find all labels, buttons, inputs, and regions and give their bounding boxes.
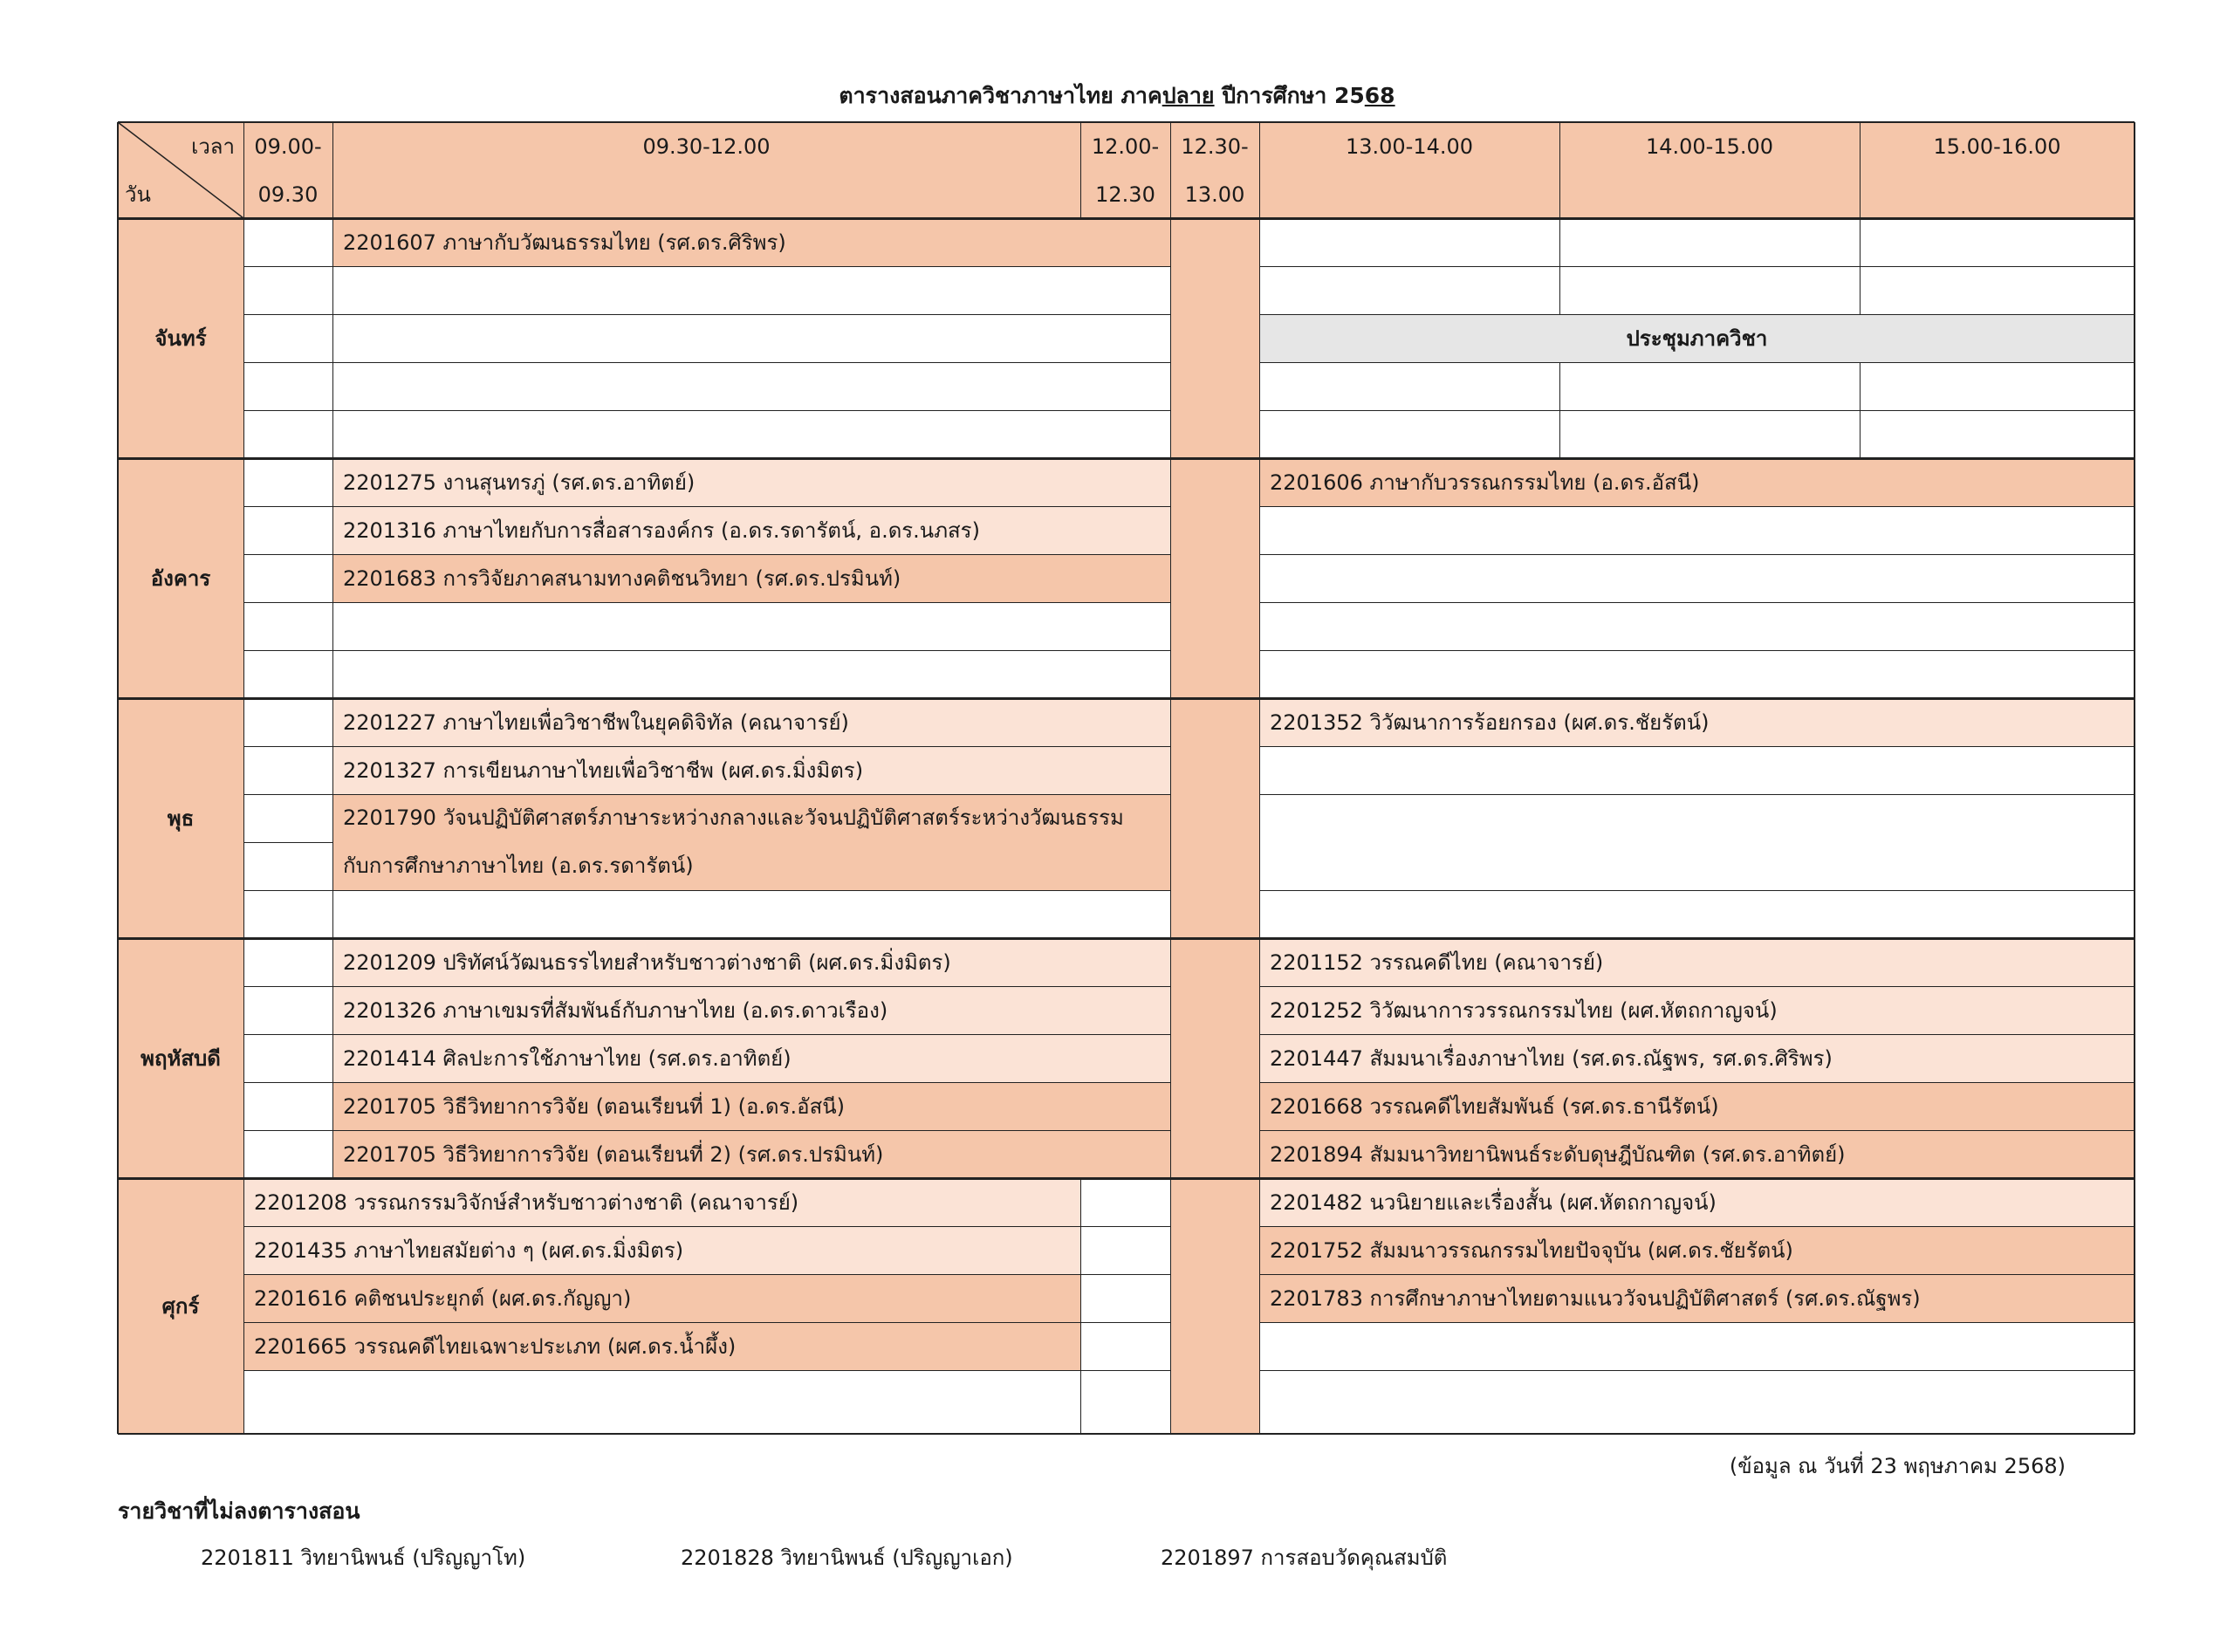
course-cell: 2201326 ภาษาเขมรที่สัมพันธ์กับภาษาไทย (อ.ดร.ดาวเรือง)	[332, 986, 1170, 1034]
grid-line	[243, 506, 1170, 507]
lunch-break-column	[1170, 218, 1259, 1434]
time-header: 14.00-15.00	[1645, 134, 1774, 159]
grid-line	[1259, 1034, 2135, 1035]
grid-line	[1259, 746, 2135, 747]
course-cell: 2201252 วิวัฒนาการวรรณกรรมไทย (ผศ.หัตถกาญจน์)	[1259, 986, 2135, 1034]
grid-line	[243, 650, 1170, 651]
grid-line	[243, 602, 1170, 603]
day-label-mon: จันทร์	[118, 218, 243, 458]
grid-line	[118, 937, 2135, 940]
course-cell: 2201435 ภาษาไทยสมัยต่าง ๆ (ผศ.ดร.มิ่งมิตร)	[243, 1226, 1080, 1274]
grid-line	[117, 122, 119, 1434]
grid-line	[243, 1034, 1170, 1035]
grid-line	[1080, 122, 1081, 218]
course-cell: 2201665 วรรณคดีไทยเฉพาะประเภท (ผศ.ดร.น้ำผึ้ง)	[243, 1322, 1080, 1370]
grid-line	[1259, 890, 2135, 891]
grid-line	[1259, 314, 2135, 315]
grid-line	[1080, 1178, 1081, 1434]
grid-line	[1170, 218, 1171, 1434]
grid-line	[243, 1322, 1170, 1323]
grid-line	[332, 122, 333, 218]
course-text-line: กับการศึกษาภาษาไทย (อ.ดร.รดารัตน์)	[343, 853, 694, 878]
grid-line	[1259, 986, 2135, 987]
grid-line	[118, 457, 2135, 460]
grid-line	[1170, 122, 1171, 218]
grid-line	[243, 890, 1170, 891]
corner-day-label: วัน	[125, 182, 151, 207]
course-cell: 2201447 สัมมนาเรื่องภาษาไทย (รศ.ดร.ณัฐพร, รศ.ดร.ศิริพร)	[1259, 1034, 2135, 1082]
grid-line	[243, 314, 1170, 315]
grid-line	[1860, 122, 1861, 218]
grid-line	[1259, 362, 2135, 363]
course-cell: 2201752 สัมมนาวรรณกรรมไทยปัจจุบัน (ผศ.ดร.ชัยรัตน์)	[1259, 1226, 2135, 1274]
grid-line	[243, 1226, 1170, 1227]
grid-line	[243, 1130, 1170, 1131]
time-header: 13.00	[1184, 182, 1245, 207]
time-header: 15.00-16.00	[1933, 134, 2061, 159]
grid-line	[1259, 506, 2135, 507]
time-header: 12.00-	[1091, 134, 1160, 159]
corner-time-label: เวลา	[191, 134, 235, 159]
grid-line	[1559, 122, 1560, 218]
grid-line	[1259, 1082, 2135, 1083]
grid-line	[1259, 122, 1260, 218]
grid-line	[243, 1370, 1170, 1371]
course-cell: 2201352 วิวัฒนาการร้อยกรอง (ผศ.ดร.ชัยรัตน์)	[1259, 698, 2135, 746]
day-label-wed: พุธ	[118, 698, 243, 938]
page-title: ตารางสอนภาควิชาภาษาไทย ภาคปลาย ปีการศึกษา 2568	[839, 83, 1395, 108]
course-cell: 2201227 ภาษาไทยเพื่อวิชาชีพในยุคดิจิทัล (คณาจารย์)	[332, 698, 1170, 746]
grid-line	[243, 1274, 1170, 1275]
day-label-fri: ศุกร์	[118, 1178, 243, 1434]
course-cell: 2201705 วิธีวิทยาการวิจัย (ตอนเรียนที่ 2) (รศ.ดร.ปรมินท์)	[332, 1130, 1170, 1178]
course-cell: 2201482 นวนิยายและเรื่องสั้น (ผศ.หัตถกาญจน์)	[1259, 1178, 2135, 1226]
day-label-thu: พฤหัสบดี	[118, 938, 243, 1178]
grid-line	[243, 218, 244, 1434]
grid-line	[118, 217, 2135, 220]
course-cell: 2201414 ศิลปะการใช้ภาษาไทย (รศ.ดร.อาทิตย์)	[332, 1034, 1170, 1082]
unscheduled-course: 2201811 วิทยานิพนธ์ (ปริญญาโท)	[201, 1546, 526, 1570]
grid-line	[243, 410, 1170, 411]
meeting-cell: ประชุมภาควิชา	[1259, 314, 2135, 362]
grid-line	[1259, 1226, 2135, 1227]
grid-line	[1259, 794, 2135, 795]
grid-line	[243, 266, 1170, 267]
course-cell: 2201705 วิธีวิทยาการวิจัย (ตอนเรียนที่ 1) (อ.ดร.อัสนี)	[332, 1082, 1170, 1130]
course-cell: 2201668 วรรณคดีไทยสัมพันธ์ (รศ.ดร.ธานีรัตน์)	[1259, 1082, 2135, 1130]
unscheduled-course: 2201897 การสอบวัดคุณสมบัติ	[1161, 1546, 1448, 1570]
grid-line	[243, 554, 1170, 555]
course-cell: 2201783 การศึกษาภาษาไทยตามแนววัจนปฏิบัติศาสตร์ (รศ.ดร.ณัฐพร)	[1259, 1274, 2135, 1322]
data-date-footnote: (ข้อมูล ณ วันที่ 23 พฤษภาคม 2568)	[1729, 1454, 2066, 1478]
grid-line	[118, 1433, 2135, 1435]
course-cell: 2201894 สัมมนาวิทยานิพนธ์ระดับดุษฎีบัณฑิต (รศ.ดร.อาทิตย์)	[1259, 1130, 2135, 1178]
course-cell: 2201616 คติชนประยุกต์ (ผศ.ดร.กัญญา)	[243, 1274, 1080, 1322]
grid-line	[243, 1082, 1170, 1083]
grid-line	[1259, 1274, 2135, 1275]
grid-line	[243, 746, 1170, 747]
unscheduled-course: 2201828 วิทยานิพนธ์ (ปริญญาเอก)	[681, 1546, 1013, 1570]
grid-line	[243, 362, 1170, 363]
course-cell: 2201275 งานสุนทรภู่ (รศ.ดร.อาทิตย์)	[332, 458, 1170, 506]
grid-line	[243, 986, 1170, 987]
grid-line	[1259, 410, 2135, 411]
course-cell: 2201327 การเขียนภาษาไทยเพื่อวิชาชีพ (ผศ.ดร.มิ่งมิตร)	[332, 746, 1170, 794]
grid-line	[1259, 1130, 2135, 1131]
course-text-line: 2201790 วัจนปฏิบัติศาสตร์ภาษาระหว่างกลางและวัจนปฏิบัติศาสตร์ระหว่างวัฒนธรรม	[343, 805, 1124, 830]
timetable-grid	[118, 122, 2135, 1434]
grid-line	[1259, 218, 1260, 1434]
grid-line	[1259, 650, 2135, 651]
unscheduled-courses-heading: รายวิชาที่ไม่ลงตารางสอน	[118, 1498, 360, 1524]
grid-line	[243, 842, 332, 843]
grid-line	[1259, 554, 2135, 555]
course-cell: 2201209 ปริทัศน์วัฒนธรรไทยสำหรับชาวต่างชาติ (ผศ.ดร.มิ่งมิตร)	[332, 938, 1170, 986]
grid-line	[118, 697, 2135, 700]
time-header: 12.30-	[1181, 134, 1249, 159]
course-cell: 2201607 ภาษากับวัฒนธรรมไทย (รศ.ดร.ศิริพร)	[332, 218, 1170, 266]
grid-line	[118, 121, 2135, 123]
course-cell: 2201606 ภาษากับวรรณกรรมไทย (อ.ดร.อัสนี)	[1259, 458, 2135, 506]
course-cell: 2201208 วรรณกรรมวิจักษ์สำหรับชาวต่างชาติ (คณาจารย์)	[243, 1178, 1080, 1226]
corner-diagonal	[118, 122, 243, 218]
time-header: 12.30	[1095, 182, 1155, 207]
course-cell-multiline	[332, 794, 1170, 890]
course-cell: 2201683 การวิจัยภาคสนามทางคติชนวิทยา (รศ.ดร.ปรมินท์)	[332, 554, 1170, 602]
grid-line	[243, 122, 244, 218]
time-header: 13.00-14.00	[1345, 134, 1474, 159]
day-label-tue: อังคาร	[118, 458, 243, 698]
grid-line	[2134, 122, 2135, 1434]
grid-line	[243, 794, 1170, 795]
time-header: 09.00-	[254, 134, 322, 159]
course-cell: 2201152 วรรณคดีไทย (คณาจารย์)	[1259, 938, 2135, 986]
grid-line	[1259, 266, 2135, 267]
grid-line	[118, 1177, 2135, 1180]
time-header: 09.30-12.00	[642, 134, 771, 159]
course-cell: 2201316 ภาษาไทยกับการสื่อสารองค์กร (อ.ดร.รดารัตน์, อ.ดร.นภสร)	[332, 506, 1170, 554]
grid-line	[1259, 1322, 2135, 1323]
grid-line	[1259, 1370, 2135, 1371]
time-header: 09.30	[257, 182, 319, 207]
grid-line	[1259, 602, 2135, 603]
